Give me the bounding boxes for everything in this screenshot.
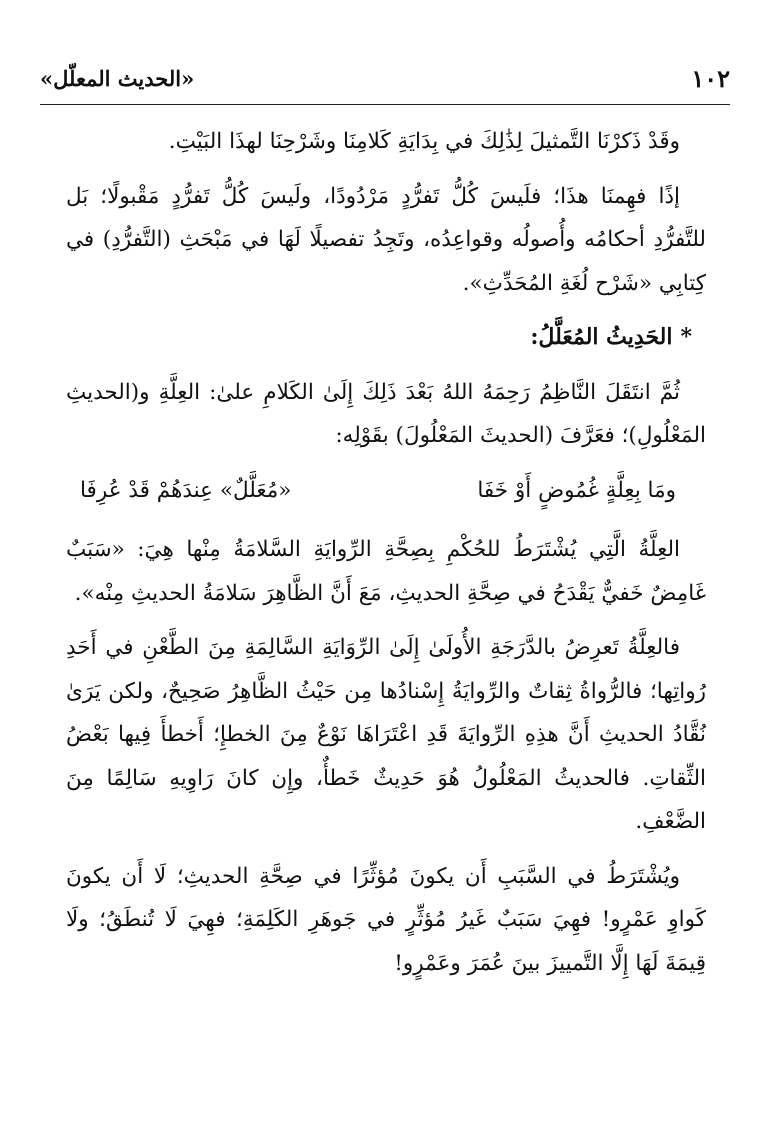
paragraph-definition: العِلَّةُ الَّتِي يُشْتَرَطُ للحُكْمِ بِصِحَّةِ الرِّوايَةِ السَّلامَةُ مِنْها هِيَ: «سَبَبٌ غَامِضٌ خَفيٌّ يَقْدَحُ في صِحَّةِ الحديثِ، مَعَ أَنَّ الظَّاهِرَ سَلامَةُ الحديثِ مِنْه». (66, 537, 706, 606)
paragraph-tafarrud: إذًا فهِمنَا هذَا؛ فلَيسَ كُلُّ تَفرُّدٍ مَرْدُودًا، ولَيسَ كُلُّ تَفرُّدٍ مَقْبولًا؛ بَل للتَّفرُّدِ أحكامُه وأُصولُه وقواعِدُه، وتَجِدُ تفصيلًا لَهَا في مَبْحَثِ (التَّفرُّدِ) في كِتابِي «شَرْح لُغَةِ المُحَدِّثِ». (66, 183, 706, 296)
asterisk-icon: * (680, 324, 692, 350)
page-number: ١٠٢ (691, 63, 730, 93)
paragraph-transition: ثُمَّ انتَقَلَ النَّاظِمُ رَحِمَهُ اللهُ بَعْدَ ذَلِكَ إِلَىٰ الكَلامِ علىٰ: العِلَّةِ و(الحديثِ المَعْلُولِ)؛ فعَرَّفَ (الحديثَ المَعْلُولَ) بقَوْلِه: (66, 379, 706, 448)
page-header (40, 58, 730, 98)
page-body (66, 120, 706, 996)
paragraph-condition: ويُشْتَرَطُ في السَّبَبِ أَن يكونَ مُؤثِّرًا في صِحَّةِ الحديثِ؛ لَا أَن يكونَ كَواوِ عَمْرٍو! فهِيَ سَبَبٌ غَيرُ مُؤثِّرٍ في جَوهَرِ الكَلِمَةِ؛ فهِيَ لَا تُنطَقُ؛ ولَا قِيمَةَ لَهَا إِلَّا التَّمييزَ بينَ عُمَرَ وعَمْرٍو! (66, 863, 706, 976)
paragraph-explanation: فالعِلَّةُ تَعرِضُ بالدَّرَجَةِ الأُولَىٰ إِلَىٰ الرِّوَايَةِ السَّالِمَةِ مِنَ الطَّعْنِ في أَحَدِ رُواتِها؛ فالرُّواةُ ثِقاتٌ والرِّوايَةُ إِسْنادُها مِن حَيْثُ الظَّاهِرُ صَحِيحٌ، ولكن يَرَىٰ نُقَّادُ الحديثِ أَنَّ هذِهِ الرِّوايَةَ قَدِ اعْتَرَاهَا نَوْعٌ مِنَ الخطإِ؛ أَخطأَ فِيها بَعْضُ الثِّقاتِ. فالحديثُ المَعْلُولُ هُوَ حَدِيثٌ خَطأٌ، وإِن كانَ رَاوِيهِ سَالِمًا مِنَ الضَّعْفِ. (66, 635, 706, 834)
section-heading-text: الحَدِيثُ المُعَلَّلُ: (530, 324, 673, 350)
section-heading (66, 316, 706, 360)
poem-verse (66, 469, 706, 513)
running-title: «الحديث المعلّل» (40, 65, 195, 91)
header-divider (40, 104, 730, 105)
verse-second-hemistich: «مُعَلَّلٌ» عِندَهُمْ قَدْ عُرِفَا (80, 477, 292, 503)
paragraph-intro: وقَدْ ذَكرْنَا التَّمثيلَ لِذَٰلِكَ في بِدَايَةِ كَلامِنَا وشَرْحِنَا لهذَا البَيْتِ. (168, 129, 680, 154)
verse-first-hemistich: ومَا بِعِلَّةٍ غُمُوضٍ أَوْ خَفَا (477, 477, 676, 503)
